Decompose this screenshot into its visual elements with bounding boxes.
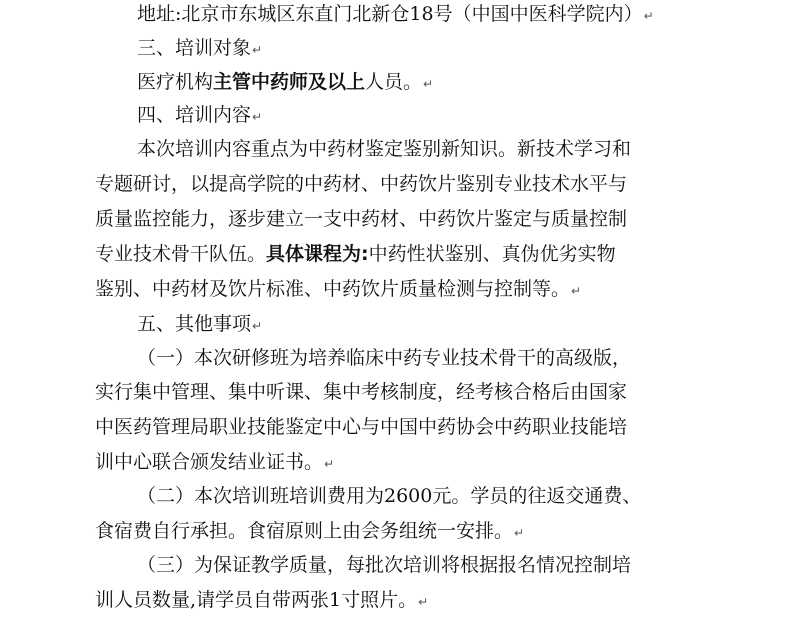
section-5-heading-text: 五、其他事项 [137, 313, 252, 335]
section-4-heading-text: 四、培训内容 [137, 104, 252, 126]
paragraph-mark-icon: ↵ [423, 77, 434, 91]
item-1-line-4-text: 训中心联合颁发结业证书。 [95, 451, 324, 473]
paragraph-mark-icon: ↵ [514, 526, 525, 540]
item-3-line-2 [95, 587, 428, 615]
paragraph-mark-icon: ↵ [252, 43, 263, 57]
section-3-heading [137, 35, 262, 63]
section-3-text-before: 医疗机构 [137, 71, 214, 93]
address-text: 地址:北京市东城区东直门北新仓18号（中国中医科学院内） [137, 3, 643, 25]
paragraph-mark-icon: ↵ [643, 9, 654, 23]
item-3-line-1: （三）为保证教学质量，每批次培训将根据报名情况控制培 [137, 554, 632, 576]
section-3-bold-text: 主管中药师及以上 [213, 71, 366, 93]
section-4-line-5 [95, 276, 581, 304]
section-5-heading [137, 311, 262, 339]
address-line [137, 1, 654, 29]
paragraph-mark-icon: ↵ [252, 110, 263, 124]
paragraph-mark-icon: ↵ [418, 595, 429, 609]
section-4-line-4-before: 专业技术骨干队伍。 [95, 243, 267, 265]
item-1-line-3: 中医药管理局职业技能鉴定中心与中国中药协会中药职业技能培 [95, 416, 628, 438]
section-4-line-1: 本次培训内容重点为中药材鉴定鉴别新知识。新技术学习和 [137, 138, 632, 160]
section-4-heading [137, 102, 262, 130]
item-1-line-1: （一）本次研修班为培养临床中药专业技术骨干的高级版， [137, 347, 632, 369]
item-1-line-4 [95, 449, 334, 477]
section-4-line-3: 质量监控能力，逐步建立一支中药材、中药饮片鉴定与质量控制 [95, 208, 628, 230]
paragraph-mark-icon: ↵ [252, 319, 263, 333]
item-2-line-1: （二）本次培训班培训费用为2600元。学员的往返交通费、 [137, 485, 642, 507]
section-3-body [137, 69, 433, 97]
paragraph-mark-icon: ↵ [324, 457, 335, 471]
paragraph-mark-icon: ↵ [571, 284, 582, 298]
section-3-text-after: 人员。 [365, 71, 423, 93]
item-2-line-2 [95, 518, 524, 546]
section-3-heading-text: 三、培训对象 [137, 37, 252, 59]
section-4-line-2: 专题研讨，以提高学院的中药材、中药饮片鉴别专业技术水平与 [95, 173, 628, 195]
item-1-line-2: 实行集中管理、集中听课、集中考核制度，经考核合格后由国家 [95, 381, 628, 403]
section-4-line-4 [95, 241, 616, 267]
item-3-line-2-text: 训人员数量,请学员自带两张1寸照片。 [95, 589, 418, 611]
item-2-line-2-text: 食宿费自行承担。食宿原则上由会务组统一安排。 [95, 520, 514, 542]
course-label-bold: 具体课程为: [266, 243, 369, 265]
section-4-line-4-after: 中药性状鉴别、真伪优劣实物 [368, 243, 616, 265]
section-4-line-5-text: 鉴别、中药材及饮片标准、中药饮片质量检测与控制等。 [95, 278, 571, 300]
